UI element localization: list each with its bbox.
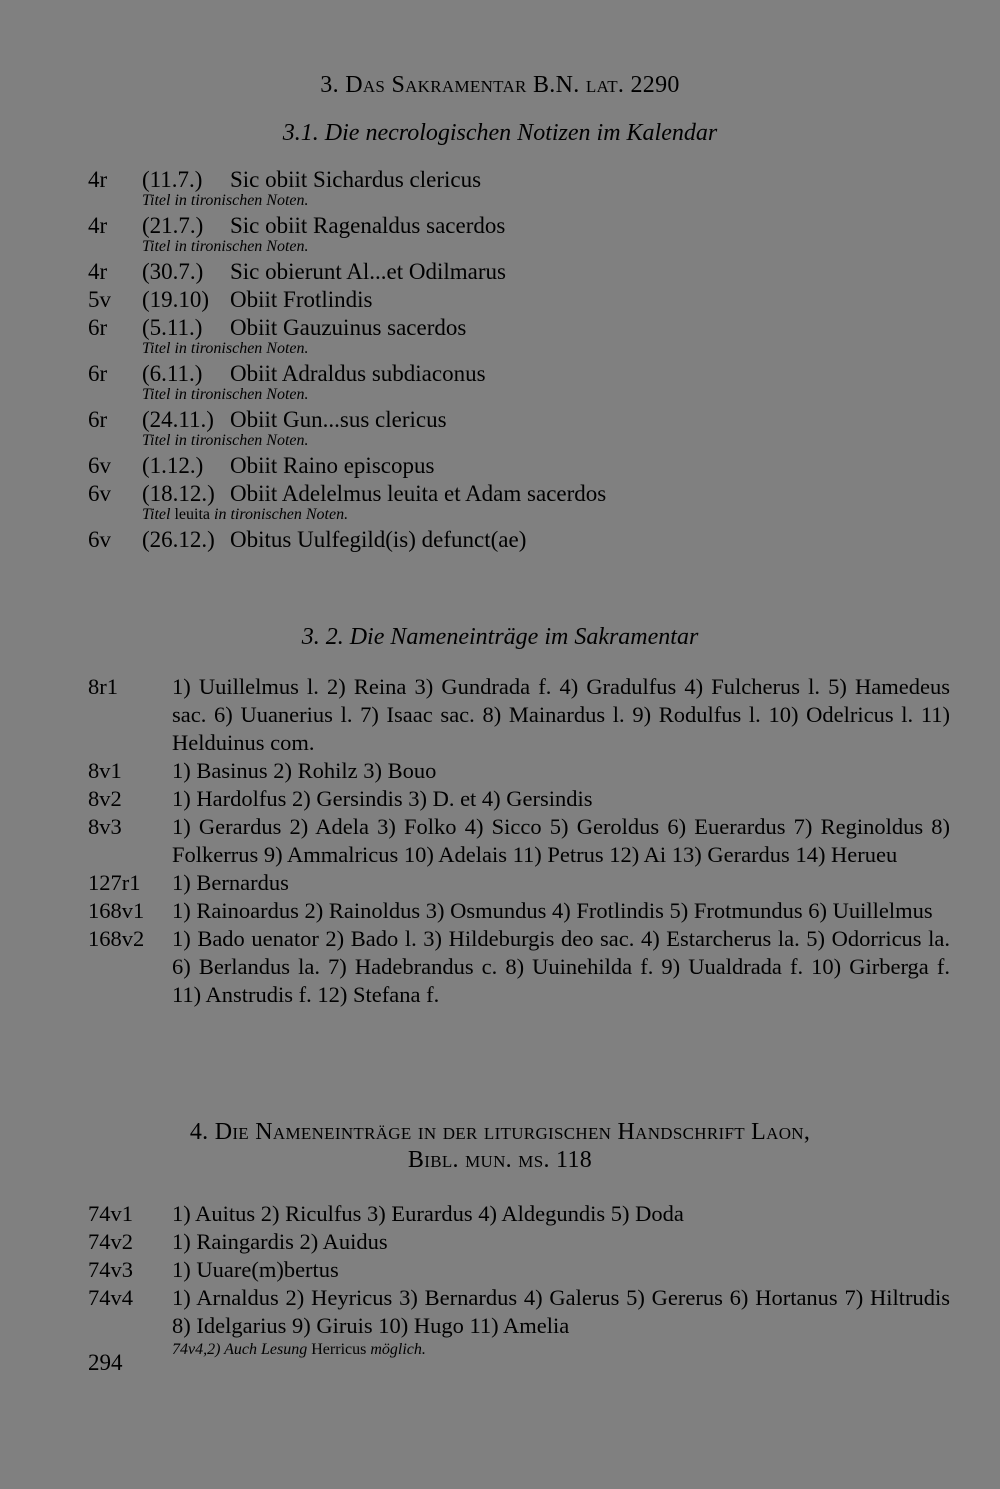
- folio-label: 127r1: [88, 870, 141, 895]
- kalendar-note-row: [88, 388, 948, 406]
- name-entry: [88, 1228, 950, 1256]
- entry-text: 1) Auitus 2) Riculfus 3) Eurardus 4) Aldegundis 5) Doda: [172, 1201, 684, 1226]
- note-text: Titel in tironischen Noten.: [142, 386, 309, 403]
- kalendar-note-row: [88, 194, 948, 212]
- section-heading-3-1: 3.1. Die necrologischen Notizen im Kalendar: [282, 120, 718, 146]
- entry-text: 1) Uuare(m)bertus: [172, 1257, 339, 1282]
- folio-label: 6r: [88, 407, 108, 432]
- kalendar-note: [142, 506, 348, 524]
- sakramentar-entries: [88, 673, 950, 1009]
- entry-text: Sic obierunt Al...et Odilmarus: [230, 259, 506, 284]
- note-post: möglich.: [366, 1341, 426, 1358]
- entry-text: Obiit Gauzuinus sacerdos: [230, 315, 467, 340]
- name-entry: [88, 925, 950, 1009]
- note-part: in tironischen Noten.: [214, 506, 349, 523]
- date-label: (24.11.): [142, 407, 214, 432]
- entry-text: 1) Raingardis 2) Auidus: [172, 1229, 388, 1254]
- entry-text: 1) Uuillelmus l. 2) Reina 3) Gundrada f. 4) Gradulfus 4) Fulcherus l. 5) Hamedeus sac. 6) Uuanerius l. 7) Isaac sac. 8) Mainardus l. 9) Rodulfus l. 10) Odelricus l. 11) Helduinus com.: [172, 674, 950, 755]
- entry-text: Obiit Raino episcopus: [230, 453, 435, 478]
- entry-text: Obiit Adraldus subdiaconus: [230, 361, 486, 386]
- kalendar-row: [88, 406, 948, 434]
- kalendar-note-row: [88, 240, 948, 258]
- kalendar-note: [142, 432, 309, 450]
- section-heading-3-2: 3. 2. Die Nameneinträge im Sakramentar: [301, 624, 699, 650]
- kalendar-row: [88, 452, 948, 480]
- kalendar-row: [88, 166, 948, 194]
- kalendar-row: [88, 526, 948, 554]
- note-text: Titel in tironischen Noten.: [142, 238, 309, 255]
- date-label: (5.11.): [142, 315, 203, 340]
- page-number: 294: [88, 1350, 123, 1375]
- section-heading-3: 3. Das Sakramentar B.N. lat. 2290: [320, 72, 680, 98]
- note-part: leuita: [170, 506, 214, 523]
- name-entry: [88, 673, 950, 757]
- kalendar-row: [88, 314, 948, 342]
- folio-label: 74v4: [88, 1285, 133, 1310]
- entry-text: 1) Bado uenator 2) Bado l. 3) Hildeburgis deo sac. 4) Estarcherus la. 5) Odorricus la. 6) Berlandus la. 7) Hadebrandus c. 8) Uuinehilda f. 9) Uualdrada f. 10) Girberga f. 11) Anstrudis f. 12) Stefana f.: [172, 926, 950, 1007]
- folio-label: 74v1: [88, 1201, 133, 1226]
- folio-label: 6v: [88, 481, 111, 506]
- note-name: Herricus: [311, 1341, 367, 1358]
- folio-label: 8v1: [88, 758, 122, 783]
- entry-text: Sic obiit Ragenaldus sacerdos: [230, 213, 506, 238]
- folio-label: 6v: [88, 527, 111, 552]
- laon-entries: [88, 1200, 950, 1360]
- entry-text: Obiit Adelelmus leuita et Adam sacerdos: [230, 481, 607, 506]
- folio-label: 4r: [88, 167, 108, 192]
- kalendar-note-row: [88, 434, 948, 452]
- kalendar-note-row: [88, 508, 948, 526]
- date-label: (11.7.): [142, 167, 203, 192]
- note-text: Titel in tironischen Noten.: [142, 192, 309, 209]
- date-label: (21.7.): [142, 213, 204, 238]
- name-entry: [88, 897, 950, 925]
- folio-label: 74v2: [88, 1229, 133, 1254]
- entry-text: 1) Bernardus: [172, 870, 289, 895]
- entry-text: Obitus Uulfegild(is) defunct(ae): [230, 527, 527, 552]
- folio-label: 5v: [88, 287, 111, 312]
- kalendar-note: [142, 340, 309, 358]
- folio-label: 6v: [88, 453, 111, 478]
- folio-label: 8v3: [88, 814, 122, 839]
- name-entry: [88, 785, 950, 813]
- folio-label: 4r: [88, 213, 108, 238]
- kalendar-note: [142, 192, 309, 210]
- section-heading-4-line2: Bibl. mun. ms. 118: [407, 1147, 593, 1173]
- folio-label: 4r: [88, 259, 108, 284]
- folio-label: 6r: [88, 315, 108, 340]
- kalendar-note: [142, 386, 309, 404]
- date-label: (6.11.): [142, 361, 203, 386]
- date-label: (1.12.): [142, 453, 204, 478]
- note-ref: 74v4,2): [172, 1341, 221, 1358]
- note-text: Titel in tironischen Noten.: [142, 432, 309, 449]
- folio-label: 168v1: [88, 898, 145, 923]
- name-entry: [88, 1256, 950, 1284]
- entry-text: Obiit Frotlindis: [230, 287, 373, 312]
- kalendar-list: [88, 166, 948, 554]
- entry-text: Obiit Gun...sus clericus: [230, 407, 447, 432]
- note-text: Titel in tironischen Noten.: [142, 340, 309, 357]
- name-entry: [88, 1200, 950, 1228]
- kalendar-row: [88, 480, 948, 508]
- folio-label: 8v2: [88, 786, 122, 811]
- folio-label: 8r1: [88, 674, 118, 699]
- folio-label: 6r: [88, 361, 108, 386]
- kalendar-note-row: [88, 342, 948, 360]
- kalendar-row: [88, 212, 948, 240]
- entry-text: 1) Arnaldus 2) Heyricus 3) Bernardus 4) Galerus 5) Gererus 6) Hortanus 7) Hiltrudis 8) Idelgarius 9) Giruis 10) Hugo 11) Amelia: [172, 1285, 950, 1338]
- name-entry: [88, 757, 950, 785]
- folio-label: 168v2: [88, 926, 145, 951]
- date-label: (19.10): [142, 287, 210, 312]
- name-entry: [88, 1284, 950, 1340]
- entry-text: 1) Gerardus 2) Adela 3) Folko 4) Sicco 5) Geroldus 6) Euerardus 7) Reginoldus 8) Folkerrus 9) Ammalricus 10) Adelais 11) Petrus 12) Ai 13) Gerardus 14) Herueu: [172, 814, 950, 867]
- date-label: (26.12.): [142, 527, 215, 552]
- kalendar-row: [88, 258, 948, 286]
- date-label: (18.12.): [142, 481, 215, 506]
- entry-text: 1) Hardolfus 2) Gersindis 3) D. et 4) Gersindis: [172, 786, 593, 811]
- name-entry: [88, 869, 950, 897]
- laon-note: [172, 1340, 950, 1360]
- entry-text: 1) Basinus 2) Rohilz 3) Bouo: [172, 758, 437, 783]
- folio-label: 74v3: [88, 1257, 133, 1282]
- kalendar-row: [88, 286, 948, 314]
- note-pre: Auch Lesung: [220, 1341, 312, 1358]
- entry-text: 1) Rainoardus 2) Rainoldus 3) Osmundus 4) Frotlindis 5) Frotmundus 6) Uuillelmus: [172, 898, 933, 923]
- note-part: Titel: [142, 506, 171, 523]
- date-label: (30.7.): [142, 259, 204, 284]
- entry-text: Sic obiit Sichardus clericus: [230, 167, 482, 192]
- section-heading-4-line1: 4. Die Nameneinträge in der liturgischen Handschrift Laon,: [189, 1119, 811, 1145]
- kalendar-row: [88, 360, 948, 388]
- kalendar-note: [142, 238, 309, 256]
- name-entry: [88, 813, 950, 869]
